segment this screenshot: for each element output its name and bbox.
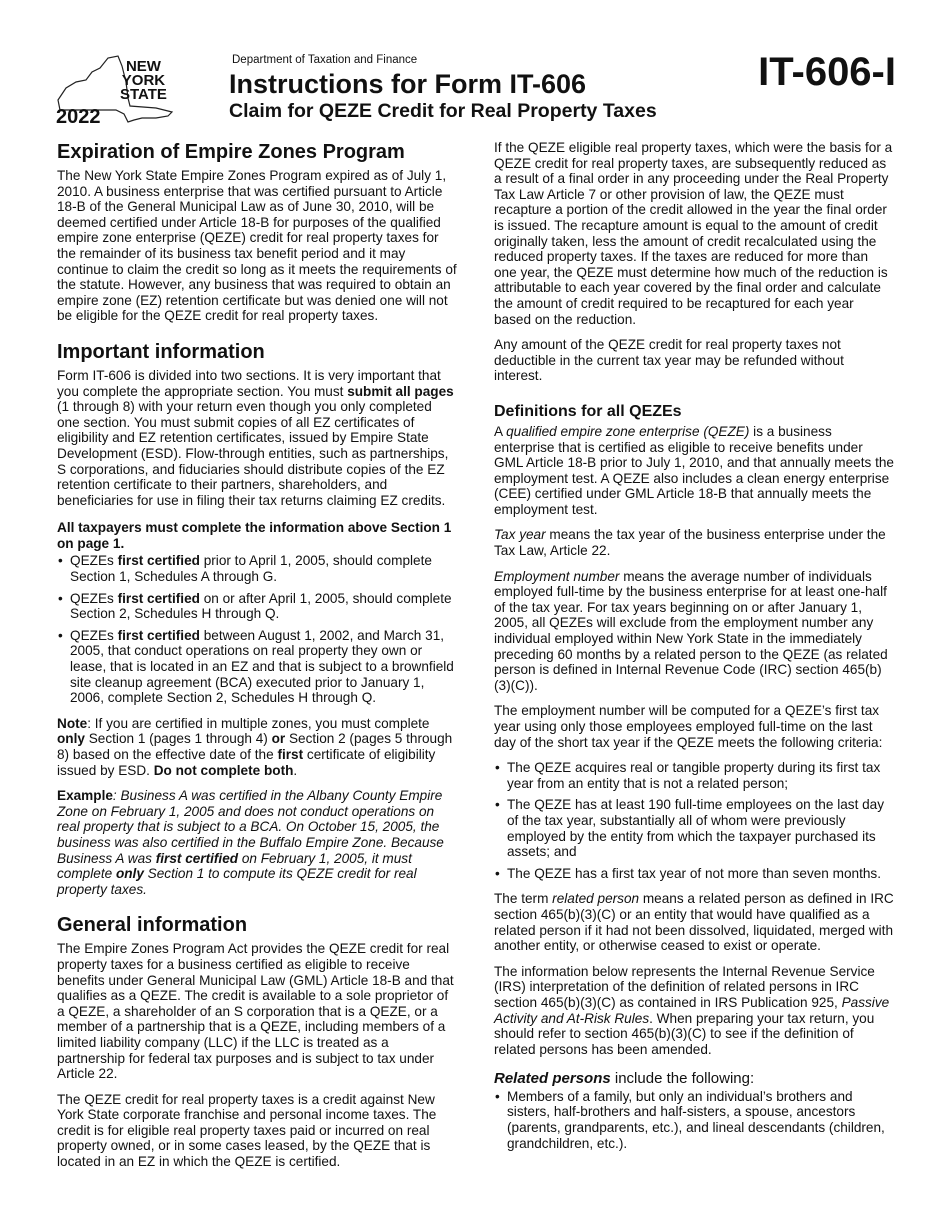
list-item: • QEZEs first certified between August 1, 2002, and March 31, 2005, that conduct operations on real property they own or lease, that is located in an EZ and that is subject to a brownfield site cleanup agreement (BCA) executed prior to January 1, 2006, complete Section 2, Schedules H through Q. (57, 628, 457, 706)
all-taxpayers-note: All taxpayers must complete the information above Section 1 on page 1. (57, 520, 452, 551)
note-paragraph: Note: If you are certified in multiple zones, you must complete only Section 1 (pages 1 through 4) or Section 2 (pages 5 through 8) based on the effective date of the first certificate of eligibility issued by ESD. Do not complete both. (57, 715, 453, 778)
certification-list (57, 553, 457, 705)
general-paragraph-1: The Empire Zones Program Act provides the QEZE credit for real property taxes for a business certified as eligible to receive benefits under General Municipal Law (GML) Article 18-B and that qualifies as a QEZE. The credit is available to a sole proprietor of a QEZE, a shareholder of an S corporation that is a QEZE, or a member of a partnership that is a QEZE, including members of a limited liability company (LLC) if the LLC is treated as a partnership for federal tax purposes and is subject to tax under Article 22. (57, 941, 454, 1082)
logo-line-state: STATE (120, 86, 167, 103)
expiration-heading: Expiration of Empire Zones Program (57, 141, 405, 163)
example-paragraph: Example: Business A was certified in the Albany County Empire Zone on February 1, 2005 and does not conduct operations on real property that is subject to a BCA. On October 15, 2005, the business was also certified in the Buffalo Empire Zone. Because Business A was first certified on February 1, 2005, it must complete only Section 1 to compute its QEZE credit for real property taxes. (57, 788, 444, 897)
related-person-definition: The term related person means a related person as defined in IRC section 465(b)(3)(C) or an entity that would have qualified as a related person if it had not been dissolved, liquidated, merged with another entity, or otherwise ceased to exist or operate. (494, 891, 894, 954)
list-item: • The QEZE acquires real or tangible property during its first tax year from an entity that is not a related person; (494, 760, 894, 791)
right-column (494, 140, 894, 1161)
general-paragraph-2: The QEZE credit for real property taxes is a credit against New York State corporate franchise and personal income taxes. The credit is for eligible real property taxes paid or incurred on real property owned, or in some cases leased, by the QEZE that is located in an EZ in which the QEZE is certified. (57, 1091, 437, 1170)
list-item: • The QEZE has a first tax year of not more than seven months. (494, 866, 894, 882)
logo-line-york: YORK (121, 72, 166, 89)
definition-tax-year: Tax year means the tax year of the business enterprise under the Tax Law, Article 22. (494, 527, 886, 559)
left-column (57, 140, 457, 1180)
page-header (0, 0, 950, 135)
list-item: • QEZEs first certified on or after April 1, 2005, should complete Section 2, Schedules H through Q. (57, 591, 457, 622)
form-code: IT-606-I (758, 50, 896, 94)
list-item: • Members of a family, but only an individual’s brothers and sisters, half-brothers and half-sisters, a spouse, ancestors (parents, grandparents, etc.), and lineal descendants (children, grandchildren, etc.). (494, 1089, 894, 1151)
definition-qeze: A qualified empire zone enterprise (QEZE) is a business enterprise that is certified as eligible to receive benefits under GML Article 18-B prior to July 1, 2010, and that annually meets the employment test. A QEZE also includes a clean energy enterprise (CEE) certified under GML Article 18-B that annually meets the employment test. (494, 423, 894, 517)
important-paragraph: Form IT-606 is divided into two sections. It is very important that you complete the appropriate section. You must submit all pages (1 through 8) with your return even though you only completed one section. You must submit copies of all EZ certificates of eligibility and EZ retention certificates, issued by Empire State Development (ESD). Flow-through entities, such as partnerships, S corporations, and fiduciaries should distribute copies of the EZ retention certificate to their partners, shareholders, and beneficiaries for use in filing their tax returns claiming EZ credits. (57, 367, 454, 508)
refund-paragraph: Any amount of the QEZE credit for real property taxes not deductible in the current tax year may be refunded without interest. (494, 337, 844, 384)
list-item: • The QEZE has at least 190 full-time employees on the last day of the tax year, substantially all of whom were previously employed by the entity from which the taxpayer purchased its assets; and (494, 797, 894, 859)
list-item: • QEZEs first certified prior to April 1, 2005, should complete Section 1, Schedules A through G. (57, 553, 457, 584)
tax-year: 2022 (56, 106, 101, 128)
criteria-list (494, 760, 894, 881)
logo-wordmark (120, 60, 167, 102)
related-persons-list (494, 1089, 894, 1151)
nys-logo (56, 52, 176, 127)
definitions-heading: Definitions for all QEZEs (494, 402, 682, 420)
department-name: Department of Taxation and Finance (232, 54, 418, 66)
irs-interpretation-paragraph: The information below represents the Internal Revenue Service (IRS) interpretation of the definition of related persons in IRC section 465(b)(3)(C) as contained in IRS Publication 925, Passive Activity and At-Risk Rules. When preparing your tax return, you should refer to section 465(b)(3)(C) to see if the definition of related persons has been amended. (494, 963, 890, 1057)
related-persons-heading: Related persons include the following: (494, 1070, 755, 1088)
logo-line-new: NEW (125, 58, 161, 75)
form-title: Instructions for Form IT-606 (229, 69, 587, 99)
expiration-paragraph: The New York State Empire Zones Program expired as of July 1, 2010. A business enterprise that was certified pursuant to Article 18-B of the General Municipal Law as of June 30, 2010, will be deemed certified under Article 18-B for purposes of the qualified empire zone enterprise (QEZE) credit for real property taxes for the remainder of its business tax benefit period and it may continue to claim the credit so long as it meets the requirements of the statute. However, any business that was required to obtain an empire zone (EZ) retention certificate but was denied one will not be eligible for the QEZE credit for real property taxes. (57, 168, 457, 324)
definition-employment-number: Employment number means the average number of individuals employed full-time by the business enterprise for at least one-half of the tax year. For tax years beginning on or after January 1, 2005, all QEZEs will exclude from the employment number any individual employed within New York State in the immediately preceding 60 months by a related person to the QEZE (as related person is defined in Internal Revenue Code (IRC) section 465(b)(3)(C)). (494, 568, 888, 693)
employment-criteria-intro: The employment number will be computed for a QEZE’s first tax year using only those employees employed full-time on the last day of the short tax year if the QEZE meets the following criteria: (494, 703, 883, 750)
important-heading: Important information (57, 340, 265, 363)
recapture-paragraph: If the QEZE eligible real property taxes, which were the basis for a QEZE credit for real property taxes, are subsequently reduced as a result of a final order in any proceeding under the Real Property Tax Law Article 7 or other provision of law, the QEZE must recapture a portion of the credit allowed in the year the final order is issued. The recapture amount is equal to the amount of credit originally taken, less the amount of credit recalculated using the reduced property taxes. If the taxes are reduced for more than one year, the QEZE must determine how much of the reduction is attributable to each year covered by the final order and calculate the amount of credit required to be recaptured for each year based on the reduction. (494, 140, 893, 327)
general-heading: General information (57, 914, 248, 937)
form-subtitle: Claim for QEZE Credit for Real Property Taxes (229, 100, 657, 122)
